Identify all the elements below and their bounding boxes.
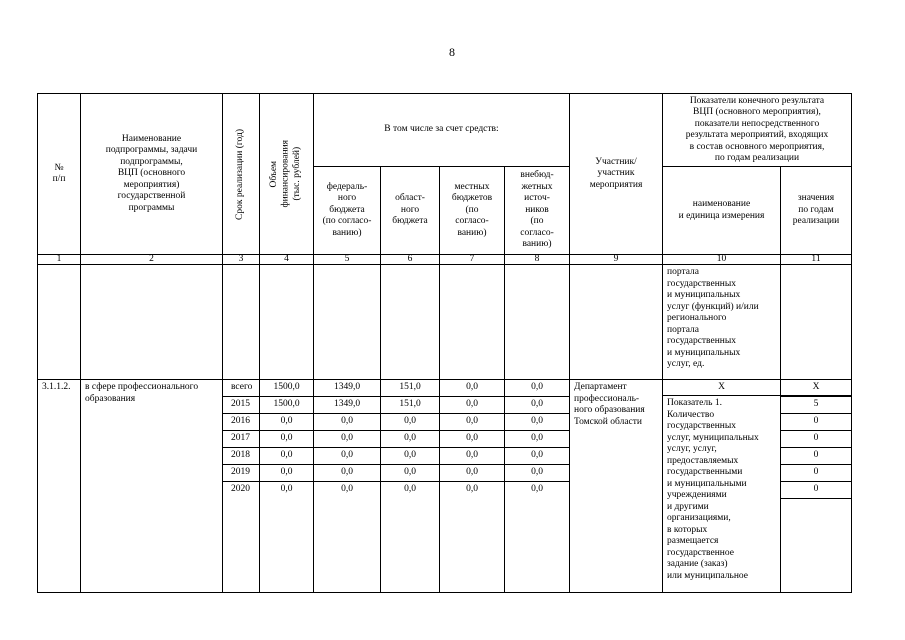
indicator-values-filler — [780, 498, 852, 593]
year-volume: 0,0 — [259, 481, 314, 593]
year-federal: 1349,0 — [313, 396, 381, 414]
continuation-cell — [780, 264, 852, 380]
header-col-volume: Объем финансирования (тыс. рублей) — [259, 93, 314, 255]
row-participant: Департамент профессиональ- ного образования Томской области — [569, 379, 663, 593]
continuation-cell — [313, 264, 381, 380]
row-indicator-x: X — [662, 379, 781, 396]
year-federal: 0,0 — [313, 430, 381, 448]
year-local: 0,0 — [439, 464, 505, 482]
continuation-cell — [380, 264, 440, 380]
year-indicator-value: 0 — [780, 413, 852, 431]
year-regional: 151,0 — [380, 396, 440, 414]
column-number: 5 — [313, 254, 381, 265]
header-col-participant: Участник/ участник мероприятия — [569, 93, 663, 255]
continuation-cell — [439, 264, 505, 380]
continued-indicator-text: портала государственных и муниципальных услуг (функций) и/или регионального портала государственных и муниципальных услуг, ед. — [662, 264, 781, 380]
header-col-regional: област- ного бюджета — [380, 166, 440, 255]
year-offbudget: 0,0 — [504, 396, 570, 414]
continuation-cell — [80, 264, 223, 380]
year-local: 0,0 — [439, 430, 505, 448]
year-federal: 1349,0 — [313, 379, 381, 397]
continuation-row-empty — [37, 264, 81, 380]
year-regional: 0,0 — [380, 464, 440, 482]
year-offbudget: 0,0 — [504, 464, 570, 482]
header-group-funds: В том числе за счет средств: — [313, 93, 570, 167]
continuation-cell — [222, 264, 260, 380]
year-regional: 0,0 — [380, 447, 440, 465]
year-indicator-value: 5 — [780, 396, 852, 414]
column-number: 3 — [222, 254, 260, 265]
column-number: 6 — [380, 254, 440, 265]
year-local: 0,0 — [439, 481, 505, 593]
year-offbudget: 0,0 — [504, 447, 570, 465]
year-federal: 0,0 — [313, 447, 381, 465]
year-federal: 0,0 — [313, 481, 381, 593]
header-col-number: № п/п — [37, 93, 81, 255]
header-group-indicators: Показатели конечного результата ВЦП (основного мероприятия), показатели непосредственного результата мероприятий, входящих в состав основного мероприятия, по годам реализации — [662, 93, 852, 167]
column-number: 4 — [259, 254, 314, 265]
year-offbudget: 0,0 — [504, 413, 570, 431]
year-volume: 0,0 — [259, 413, 314, 431]
column-number: 1 — [37, 254, 81, 265]
column-number: 9 — [569, 254, 663, 265]
year-offbudget: 0,0 — [504, 379, 570, 397]
year-offbudget: 0,0 — [504, 430, 570, 448]
continuation-cell — [259, 264, 314, 380]
header-col-offbudget: внебюд- жетных источ- ников (по согласо- ванию) — [504, 166, 570, 255]
year-term: 2020 — [222, 481, 260, 593]
year-offbudget: 0,0 — [504, 481, 570, 593]
row-indicator-value-x: X — [780, 379, 852, 396]
column-number: 11 — [780, 254, 852, 265]
year-indicator-value: 0 — [780, 464, 852, 482]
row-number: 3.1.1.2. — [37, 379, 81, 593]
header-col-indicator-values: значения по годам реализации — [780, 166, 852, 255]
column-number: 7 — [439, 254, 505, 265]
year-volume: 0,0 — [259, 447, 314, 465]
page-number: 8 — [449, 45, 455, 59]
year-indicator-value: 0 — [780, 447, 852, 465]
header-col-local: местных бюджетов (по согласо- ванию) — [439, 166, 505, 255]
year-volume: 1500,0 — [259, 396, 314, 414]
year-federal: 0,0 — [313, 413, 381, 431]
header-col-federal: федераль- ного бюджета (по согласо- ванию) — [313, 166, 381, 255]
year-indicator-value: 0 — [780, 430, 852, 448]
header-col-indicator-name: наименование и единица измерения — [662, 166, 781, 255]
year-regional: 0,0 — [380, 430, 440, 448]
year-volume: 1500,0 — [259, 379, 314, 397]
year-term: 2016 — [222, 413, 260, 431]
continuation-cell — [569, 264, 663, 380]
year-local: 0,0 — [439, 396, 505, 414]
year-local: 0,0 — [439, 379, 505, 397]
year-term: 2018 — [222, 447, 260, 465]
column-number: 2 — [80, 254, 223, 265]
year-term: всего — [222, 379, 260, 397]
year-federal: 0,0 — [313, 464, 381, 482]
year-local: 0,0 — [439, 447, 505, 465]
program-table — [37, 93, 852, 593]
year-term: 2017 — [222, 430, 260, 448]
header-col-name: Наименование подпрограммы, задачи подпрограммы, ВЦП (основного мероприятия) государственной программы — [80, 93, 223, 255]
year-term: 2015 — [222, 396, 260, 414]
year-term: 2019 — [222, 464, 260, 482]
year-local: 0,0 — [439, 413, 505, 431]
year-regional: 151,0 — [380, 379, 440, 397]
year-regional: 0,0 — [380, 413, 440, 431]
year-volume: 0,0 — [259, 430, 314, 448]
continuation-cell — [504, 264, 570, 380]
year-regional: 0,0 — [380, 481, 440, 593]
column-number: 10 — [662, 254, 781, 265]
row-name: в сфере профессионального образования — [80, 379, 223, 593]
header-col-term: Срок реализации (год) — [222, 93, 260, 255]
year-indicator-value: 0 — [780, 481, 852, 499]
row-indicator-text: Показатель 1. Количество государственных услуг, муниципальных услуг, услуг, предоставляемых государственными и муниципальными учреждениями и другими организациями, в которых размещается государственное задание (заказ) или муниципальное — [662, 395, 781, 593]
column-number: 8 — [504, 254, 570, 265]
year-volume: 0,0 — [259, 464, 314, 482]
